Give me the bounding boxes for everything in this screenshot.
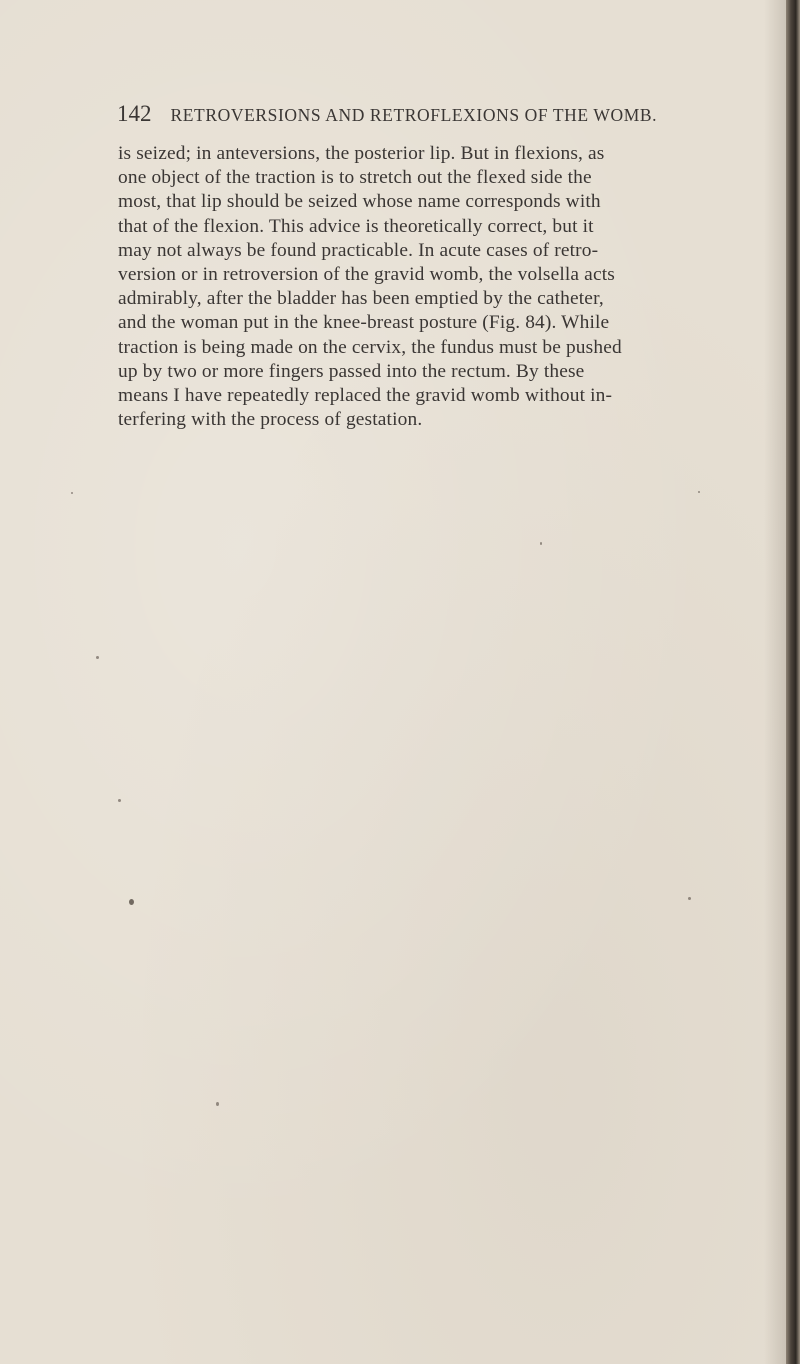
running-head-title: RETROVERSIONS AND RETROFLEXIONS OF THE WOMB.: [170, 105, 658, 125]
text-line: up by two or more fingers passed into the rectum. By these: [118, 360, 585, 382]
running-head: [117, 101, 717, 127]
paper-speck: [688, 897, 691, 900]
text-line: and the woman put in the knee-breast posture (Fig. 84). While: [118, 312, 610, 334]
text-line: may not always be found practicable. In acute cases of retro-: [118, 239, 599, 261]
text-line: admirably, after the bladder has been emptied by the catheter,: [118, 288, 604, 310]
text-line: is seized; in anteversions, the posterior lip. But in flexions, as: [118, 143, 605, 164]
paper-speck: [118, 799, 121, 802]
text-line: traction is being made on the cervix, the fundus must be pushed: [118, 336, 622, 358]
page-number: 142: [117, 101, 152, 126]
paper-speck: [216, 1102, 219, 1106]
text-line: terfering with the process of gestation.: [118, 409, 423, 431]
text-line: means I have repeatedly replaced the gravid womb without in-: [118, 385, 613, 407]
page-edge: [786, 0, 800, 1364]
text-line: most, that lip should be seized whose name corresponds with: [118, 191, 601, 213]
paper-speck: [540, 542, 542, 545]
paper-speck: [129, 899, 134, 905]
paper-speck: [71, 492, 73, 494]
body-paragraph: [118, 142, 768, 432]
paper-speck: [96, 656, 99, 659]
text-line: version or in retroversion of the gravid womb, the volsella acts: [118, 264, 615, 286]
paper-speck: [698, 491, 700, 493]
text-line: one object of the traction is to stretch out the flexed side the: [118, 167, 592, 189]
text-line: that of the flexion. This advice is theoretically correct, but it: [118, 215, 594, 237]
